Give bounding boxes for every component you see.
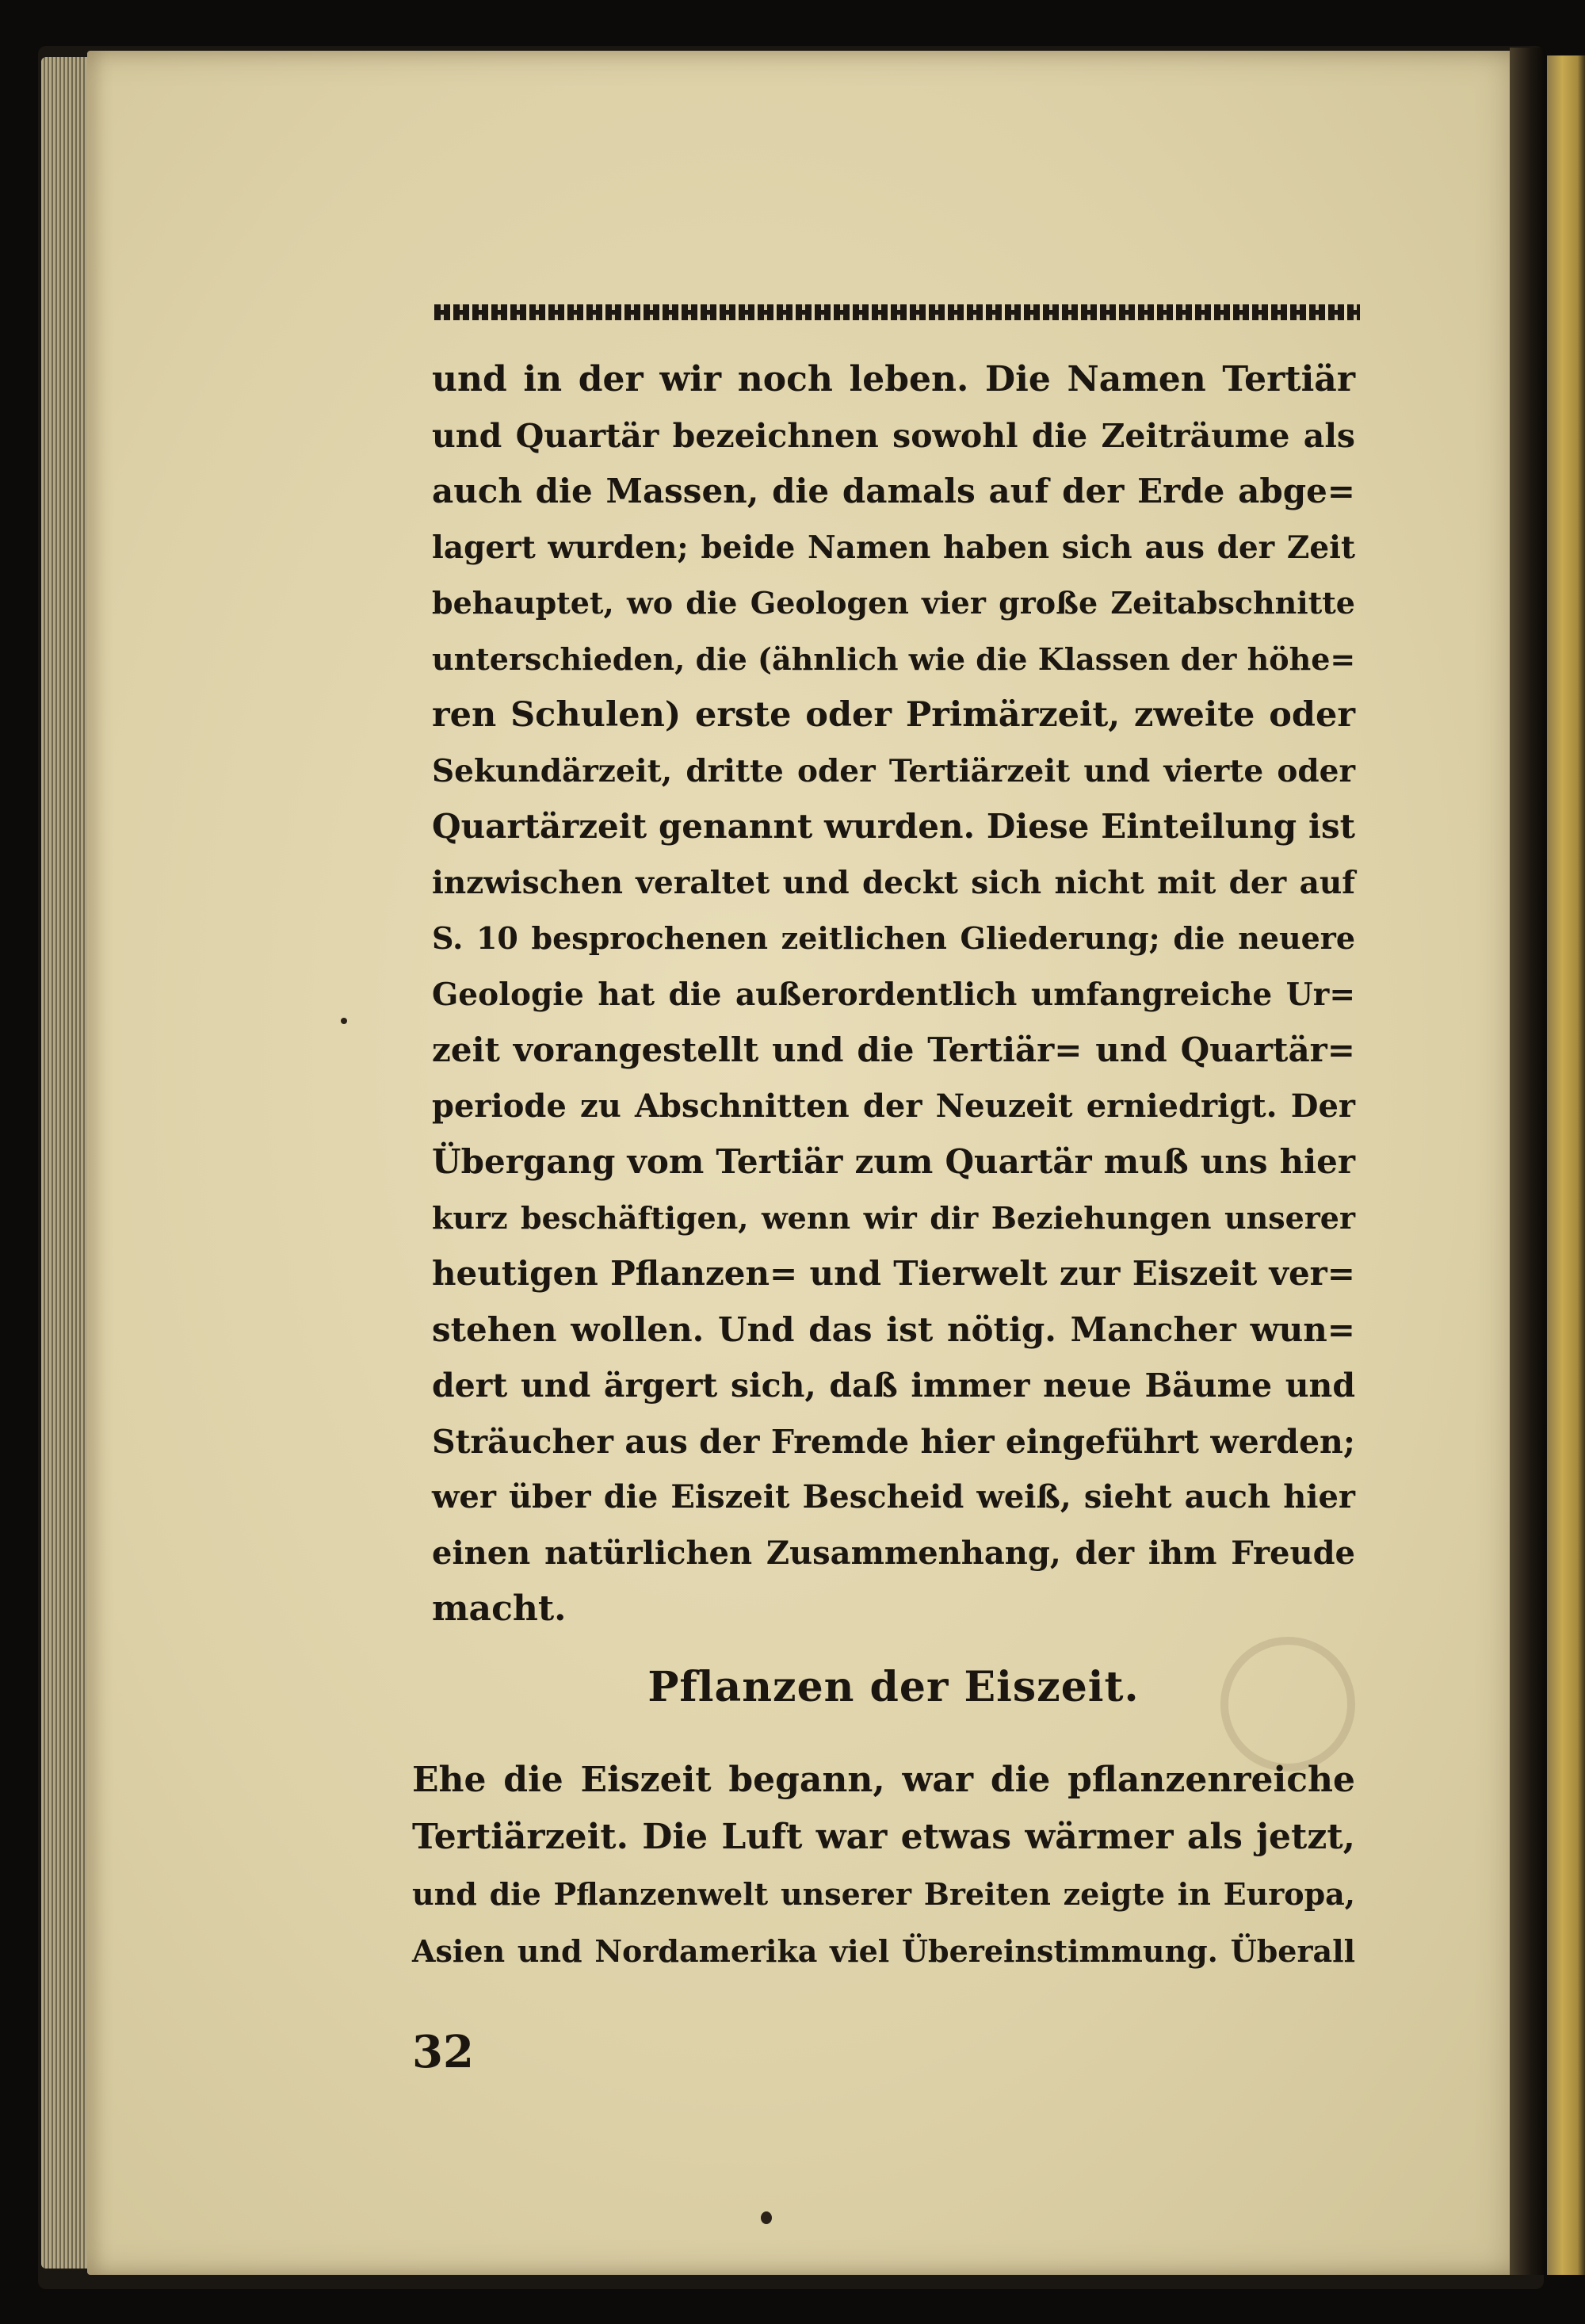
text-line: behauptet, wo die Geologen vier große Zeitabschnitte [432,585,1355,621]
text-line: Sträucher aus der Fremde hier eingeführt werden; [432,1422,1355,1461]
text-line: und Quartär bezeichnen sowohl die Zeiträume als [432,416,1355,455]
text-line: unterschieden, die (ähnlich wie die Klassen der höhe= [432,640,1356,677]
text-line: periode zu Abschnitten der Neuzeit erniedrigt. Der [432,1087,1355,1125]
text-line: stehen wollen. Und das ist nötig. Mancher wun= [432,1309,1355,1349]
body-paragraph-1 [432,352,1355,1638]
text-line: Quartärzeit genannt wurden. Diese Einteilung ist [432,807,1355,846]
text-line: dert und ärgert sich, daß immer neue Bäume und [432,1366,1355,1405]
text-line: und in der wir noch leben. Die Namen Tertiär [432,359,1355,399]
text-line: lagert wurden; beide Namen haben sich aus der Zeit [432,529,1355,566]
text-line: ren Schulen) erste oder Primärzeit, zweite oder [432,695,1355,735]
facing-page-edge [1547,55,1585,2275]
text-line: Übergang vom Tertiär zum Quartär muß uns hier [432,1142,1355,1181]
header-ornament-rule [434,304,1360,320]
text-line: kurz beschäftigen, wenn wir dir Beziehungen unserer [432,1199,1355,1236]
text-line: Ehe die Eiszeit begann, war die pflanzenreiche [412,1760,1355,1800]
text-line: S. 10 besprochenen zeitlichen Gliederung; die neuere [432,920,1355,956]
text-line: auch die Massen, die damals auf der Erde abge= [432,472,1355,510]
text-line: einen natürlichen Zusammenhang, der ihm Freude [432,1534,1355,1572]
text-line: wer über die Eiszeit Bescheid weiß, sieht auch hier [432,1478,1355,1516]
text-line: heutigen Pflanzen= und Tierwelt zur Eiszeit ver= [432,1254,1355,1293]
text-line: Geologie hat die außerordentlich umfangreiche Ur= [432,976,1355,1013]
text-line: Sekundärzeit, dritte oder Tertiärzeit und vierte oder [432,752,1355,789]
book-gutter [1510,48,1545,2275]
body-paragraph-2 [412,1752,1355,1980]
section-heading: Pflanzen der Eiszeit. [647,1663,1140,1711]
text-line: Tertiärzeit. Die Luft war etwas wärmer als jetzt, [412,1817,1355,1857]
dust-speck [341,1018,347,1024]
text-line: zeit vorangestellt und die Tertiär= und Quartär= [432,1030,1355,1069]
page-number: 32 [412,2026,474,2078]
dust-speck [761,2211,772,2224]
text-line: macht. [432,1588,567,1629]
text-line: Asien und Nordamerika viel Übereinstimmung. Überall [412,1933,1355,1969]
text-line: und die Pflanzenwelt unserer Breiten zeigte in Europa, [412,1876,1355,1912]
text-line: inzwischen veraltet und deckt sich nicht mit der auf [432,864,1355,901]
